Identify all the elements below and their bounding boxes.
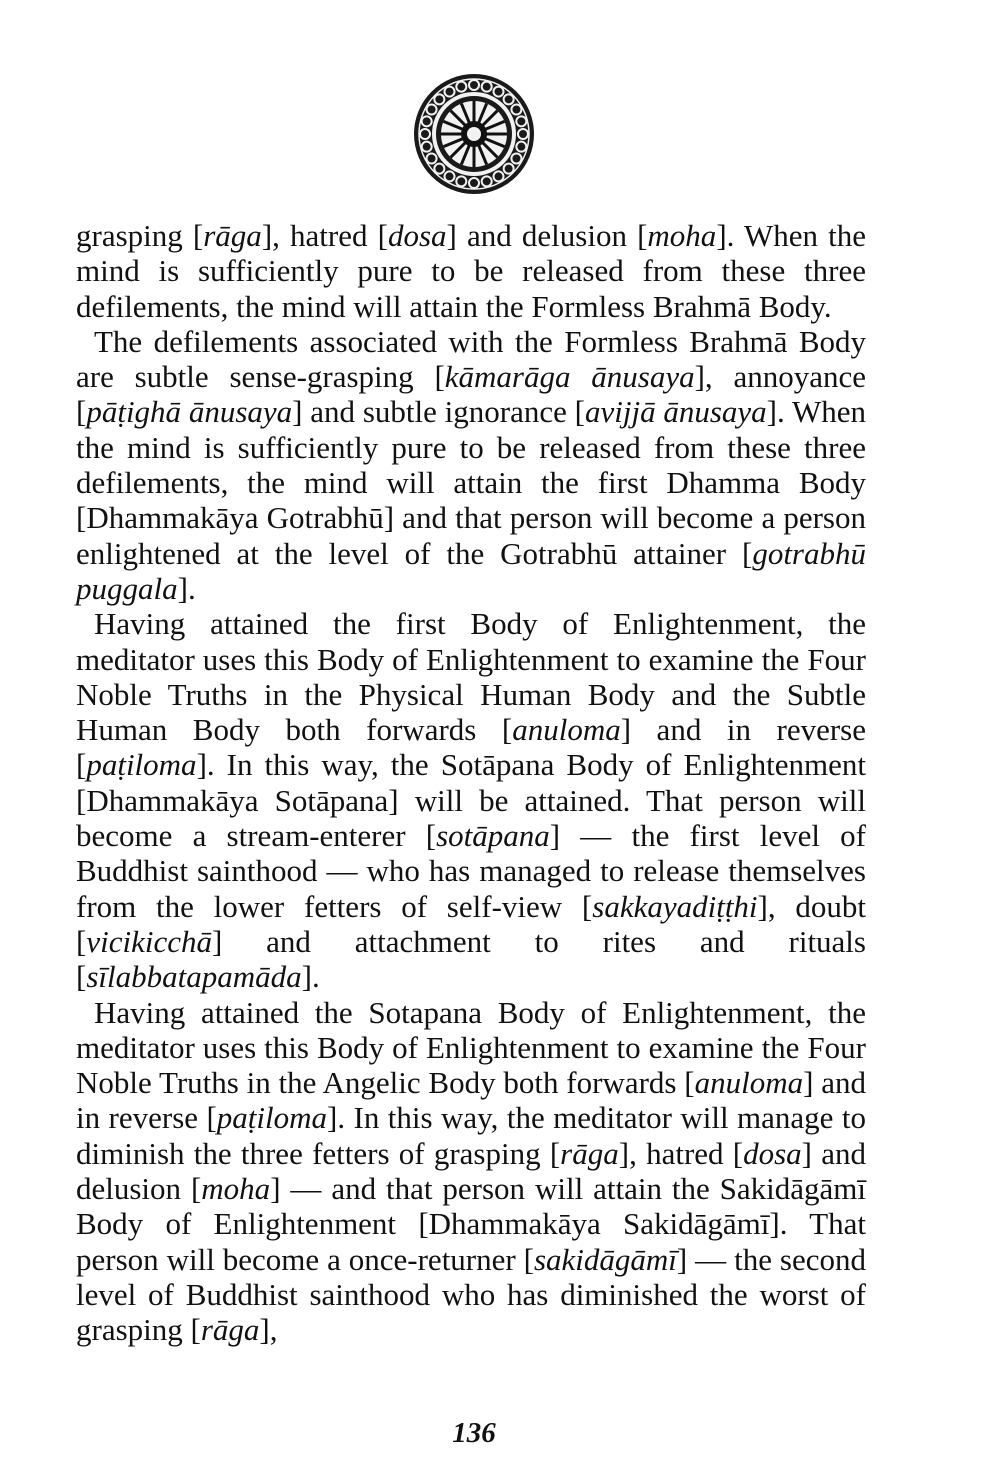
- text-run: ]. In this way, the Sotāpana Body of Enlightenment [Dhammakāya Sotāpana] will be attained. That person will become a stream-enterer [: [76, 747, 866, 854]
- text-run: ]. When the mind is sufficiently pure to be released from these three defilements, the mind will attain the Formless Brahmā Body.: [76, 218, 866, 324]
- text-run: grasping [: [76, 218, 204, 253]
- text-run: ],: [259, 1312, 278, 1348]
- text-run: ]. When the mind is sufficiently pure to be released from these three defilements, the mind will attain the first Dhamma Body [Dhammakāya Gotrabhū] and that person will become a person enlightened at the level of the Gotrabhū attainer [: [76, 394, 866, 571]
- italic-term: pāṭighā ānusaya: [86, 394, 293, 430]
- paragraph: [76, 324, 866, 606]
- text-run: ], annoyance [: [76, 359, 866, 430]
- italic-term: vicikicchā: [86, 923, 212, 959]
- text-run: Having attained the first Body of Enlightenment, the meditator uses this Body of Enlightenment to examine the Four Noble Truths in the Physical Human Body and the Subtle Human Body both forwards [: [76, 606, 866, 748]
- text-run: ] and subtle ignorance [: [292, 394, 585, 430]
- paragraph: [76, 218, 866, 324]
- italic-term: sakidāgāmī: [533, 1241, 677, 1277]
- text-run: ].: [301, 959, 320, 995]
- text-run: The defilements associated with the Formless Brahmā Body are subtle sense-grasping [: [76, 323, 866, 395]
- text-run: ], doubt [: [76, 888, 866, 959]
- italic-term: dosa: [387, 218, 447, 253]
- italic-term: paṭiloma: [86, 747, 197, 783]
- text-run: ] and in reverse [: [76, 1065, 866, 1136]
- italic-term: dosa: [743, 1135, 802, 1171]
- text-run: ] and delusion [: [446, 218, 648, 253]
- text-run: ]. In this way, the meditator will manage to diminish the three fetters of grasping [: [76, 1100, 866, 1171]
- dhamma-wheel-icon: [412, 72, 536, 196]
- text-run: ] and in reverse [: [76, 712, 866, 783]
- italic-term: paṭiloma: [216, 1100, 328, 1136]
- text-run: ] and attachment to rites and rituals [: [76, 923, 866, 995]
- text-run: ].: [177, 570, 196, 606]
- page-number: 136: [452, 1417, 496, 1449]
- text-run: ] and delusion [: [76, 1135, 866, 1207]
- italic-term: rāga: [203, 218, 262, 253]
- paragraph: [76, 995, 866, 1348]
- text-run: ] — and that person will attain the Sakidāgāmī Body of Enlightenment [Dhammakāya Sakidāgāmī]. That person will become a once-returner [: [76, 1171, 867, 1277]
- italic-term: sīlabbatapamāda: [86, 959, 302, 995]
- italic-term: kāmarāga ānusaya: [444, 359, 695, 395]
- text-run: ] — the second level of Buddhist sainthood who has diminished the worst of grasping [: [76, 1241, 866, 1348]
- paragraph: [76, 606, 866, 994]
- text-run: ], hatred [: [618, 1135, 744, 1171]
- italic-term: rāga: [200, 1312, 260, 1348]
- italic-term: moha: [201, 1171, 271, 1207]
- italic-term: avijjā ānusaya: [584, 394, 767, 430]
- text-run: Having attained the Sotapana Body of Enlightenment, the meditator uses this Body of Enlightenment to examine the Four Noble Truths in the Angelic Body both forwards [: [76, 994, 866, 1101]
- italic-term: sakkayadiṭṭhi: [592, 888, 758, 924]
- body-text: [76, 218, 866, 1348]
- italic-term: moha: [647, 218, 717, 253]
- italic-term: anuloma: [512, 712, 621, 748]
- italic-term: sotāpana: [436, 818, 550, 854]
- italic-term: gotrabhū puggala: [76, 535, 866, 606]
- italic-term: rāga: [560, 1135, 619, 1171]
- text-run: ], hatred [: [261, 218, 388, 253]
- text-run: ] — the first level of Buddhist sainthood — who has managed to release themselves from the lower fetters of self-view [: [76, 818, 867, 924]
- italic-term: anuloma: [694, 1065, 804, 1101]
